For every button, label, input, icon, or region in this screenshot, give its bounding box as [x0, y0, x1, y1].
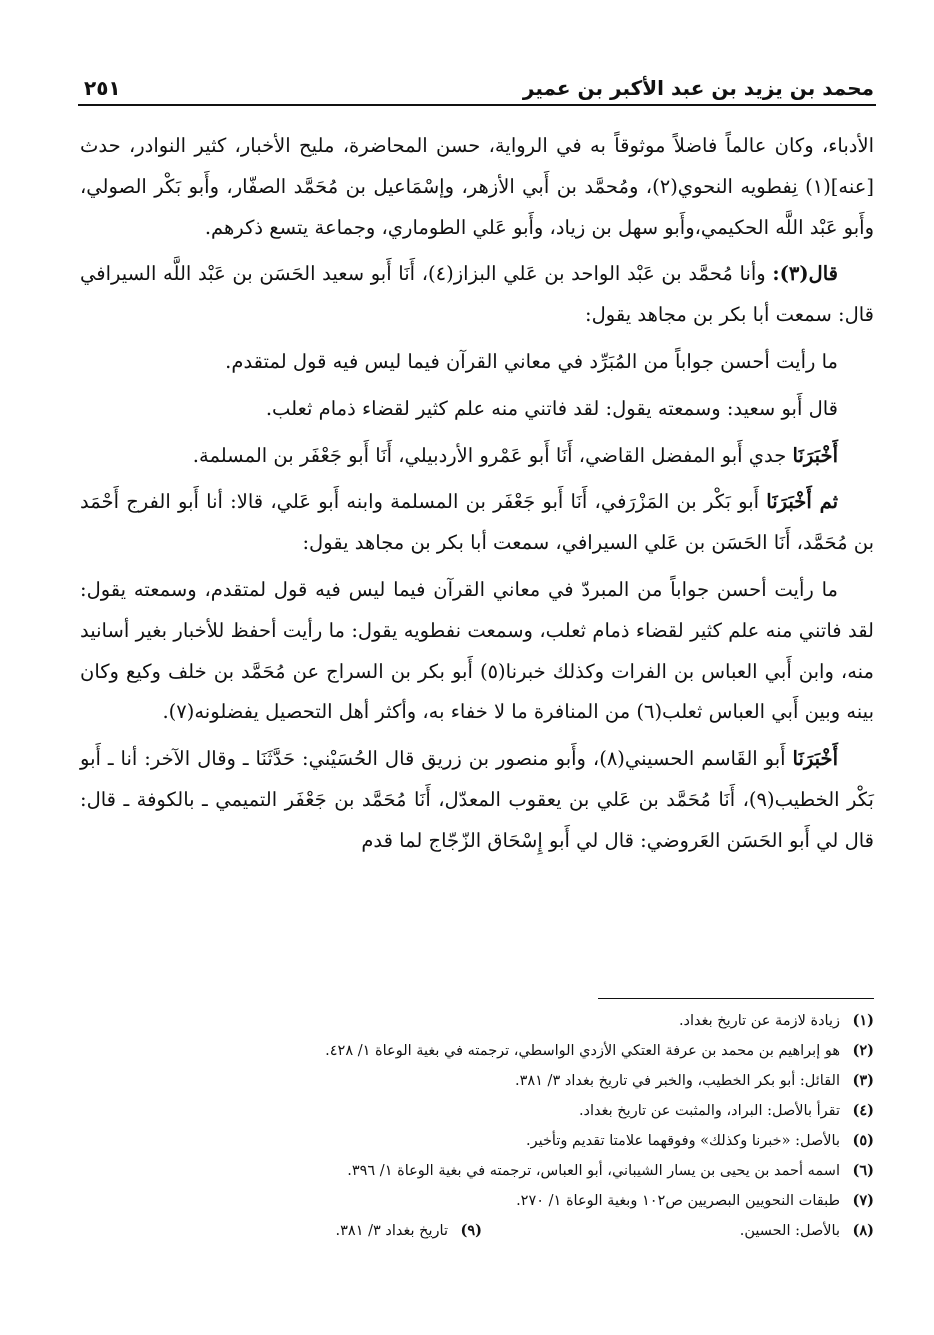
- footnote: [90, 1096, 874, 1126]
- page-header: [84, 60, 874, 100]
- footnote-number: (٤): [852, 1102, 874, 1119]
- paragraph: [80, 570, 874, 733]
- footnote-text: تقرأ بالأصل: البراد، والمثبت عن تاريخ بغداد.: [578, 1103, 840, 1119]
- footnote-text: القائل: أبو بكر الخطيب، والخبر في تاريخ بغداد ٣/ ٣٨١.: [514, 1073, 840, 1089]
- footnote-number: (١): [852, 1012, 874, 1029]
- running-title: محمد بن يزيد بن عبد الأكبر بن عمير: [522, 76, 874, 100]
- paragraph-lead: أَخْبَرَنَا: [792, 747, 838, 771]
- footnote: [90, 1156, 874, 1186]
- footnotes: [90, 1006, 874, 1246]
- footnote-number: (٦): [852, 1162, 874, 1179]
- paragraph: [80, 254, 874, 336]
- paragraph-text: جدي أَبو المفضل القاضي، أَنَا أَبو عَمْرو الأردبيلي، أَنَا أَبو جَعْفَر بن المسلمة.: [192, 443, 787, 467]
- footnote-text: تاريخ بغداد ٣/ ٣٨١.: [335, 1223, 448, 1239]
- footnote-text: اسمه أحمد بن يحيى بن يسار الشيباني، أبو العباس، ترجمته في بغية الوعاة ١/ ٣٩٦.: [347, 1163, 840, 1179]
- paragraph-text: وأنا مُحمَّد بن عَبْد الواحد بن عَلي البزاز(٤)، أَنَا أَبو سعيد الحَسَن بن عَبْد اللَّه السيرافي قال: سمعت أبا بكر بن مجاهد يقول:: [80, 262, 874, 327]
- footnote-text: زيادة لازمة عن تاريخ بغداد.: [678, 1013, 840, 1029]
- footnote-number: (٩): [460, 1222, 482, 1239]
- paragraph: [80, 482, 874, 564]
- footnote-number: (٨): [852, 1222, 874, 1239]
- footnote: [90, 1006, 874, 1036]
- header-rule: [78, 104, 876, 106]
- paragraph-lead: ثم أَخْبَرَنَا: [766, 490, 839, 514]
- footnote-text: طبقات النحويين البصريين ص١٠٢ وبغية الوعاة ١/ ٢٧٠.: [516, 1193, 840, 1209]
- footnote-text: بالأصل: الحسين.: [739, 1223, 840, 1239]
- footnote-row: [90, 1216, 874, 1246]
- paragraph-text: أَبو بَكْر بن المَزْرَفي، أَنَا أَبو جَعْفَر بن المسلمة وابنه أَبو عَلي، قالا: أنا أَبو الفرج أَحْمَد بن مُحَمَّد، أَنَا الحَسَن بن عَلي السيرافي، سمعت أبا بكر بن مجاهد يقول:: [80, 490, 874, 555]
- paragraph: [80, 436, 874, 477]
- footnote-text: بالأصل: «خبرنا وكذلك» وفوقهما علامتا تقديم وتأخير.: [525, 1133, 840, 1149]
- paragraph-text: ما رأيت أحسن جواباً من المبردّ في معاني القرآن فيما ليس فيه قول لمتقدم، وسمعته يقول: لقد فاتني منه علم كثير لقضاء ذمام ثعلب، وسمعت نفطويه يقول: ما رأيت أحفظ للأخبار بغير أسانيد منه، وابن أَبي العباس بن الفرات وكذلك خبرنا(٥) أَبو بكر بن السراج عن مُحَمَّد بن خلف وكيع وكان بينه وبين أَبي العباس ثعلب(٦) من المنافرة ما لا خفاء به، وأكثر أهل التحصيل يفضلونه(٧).: [80, 577, 874, 724]
- footnote-text: هو إبراهيم بن محمد بن عرفة العتكي الأزدي الواسطي، ترجمته في بغية الوعاة ١/ ٤٢٨.: [325, 1043, 840, 1059]
- paragraph-lead: قال(٣):: [772, 262, 838, 286]
- footnote-number: (٥): [852, 1132, 874, 1149]
- paragraph-text: ما رأيت أحسن جواباً من المُبَرِّد في معاني القرآن فيما ليس فيه قول لمتقدم.: [225, 349, 838, 373]
- footnote: [90, 1036, 874, 1066]
- main-text: [80, 126, 874, 868]
- footnote: [90, 1126, 874, 1156]
- footnote: [90, 1186, 874, 1216]
- footnote: [90, 1216, 482, 1246]
- paragraph-text: أَبو القَاسم الحسيني(٨)، وأَبو منصور بن زريق قال الحُسَيْني: حَدَّثَنَا ـ وقال الآخر: أنا ـ أَبو بَكْر الخطيب(٩)، أَنَا مُحَمَّد بن عَلي بن يعقوب المعدّل، أَنَا مُحَمَّد بن جَعْفَر التميمي ـ بالكوفة ـ قال: قال لي أَبو الحَسَن العَروضي: قال لي أَبو إِسْحَاق الزّجّاج لما قدم: [80, 747, 874, 852]
- paragraph: [80, 739, 874, 861]
- paragraph-lead: أَخْبَرَنَا: [792, 443, 838, 467]
- paragraph: [80, 126, 874, 248]
- footnote-number: (٣): [852, 1072, 874, 1089]
- footnote-number: (٢): [852, 1042, 874, 1059]
- paragraph-text: قال أَبو سعيد: وسمعته يقول: لقد فاتني منه علم كثير لقضاء ذمام ثعلب.: [265, 396, 838, 420]
- footnote-number: (٧): [852, 1192, 874, 1209]
- footnote: [482, 1216, 874, 1246]
- paragraph-text: الأدباء، وكان عالماً فاضلاً موثوقاً به في الرواية، حسن المحاضرة، مليح الأخبار، كثير النوادر، حدث [عنه](١) نِفطويه النحوي(٢)، ومُحمَّد بن أَبي الأزهر، وإسْمَاعيل بن مُحَمَّد الصفّار، وأَبو بَكْر الصولي، وأَبو عَبْد اللَّه الحكيمي،وأَبو سهل بن زياد، وأَبو عَلي الطوماري، وجماعة يتسع ذكرهم.: [80, 134, 874, 239]
- paragraph: [80, 389, 874, 430]
- footnote: [90, 1066, 874, 1096]
- page-number: ٢٥١: [84, 76, 121, 100]
- paragraph: [80, 342, 874, 383]
- footnote-rule: [598, 998, 874, 999]
